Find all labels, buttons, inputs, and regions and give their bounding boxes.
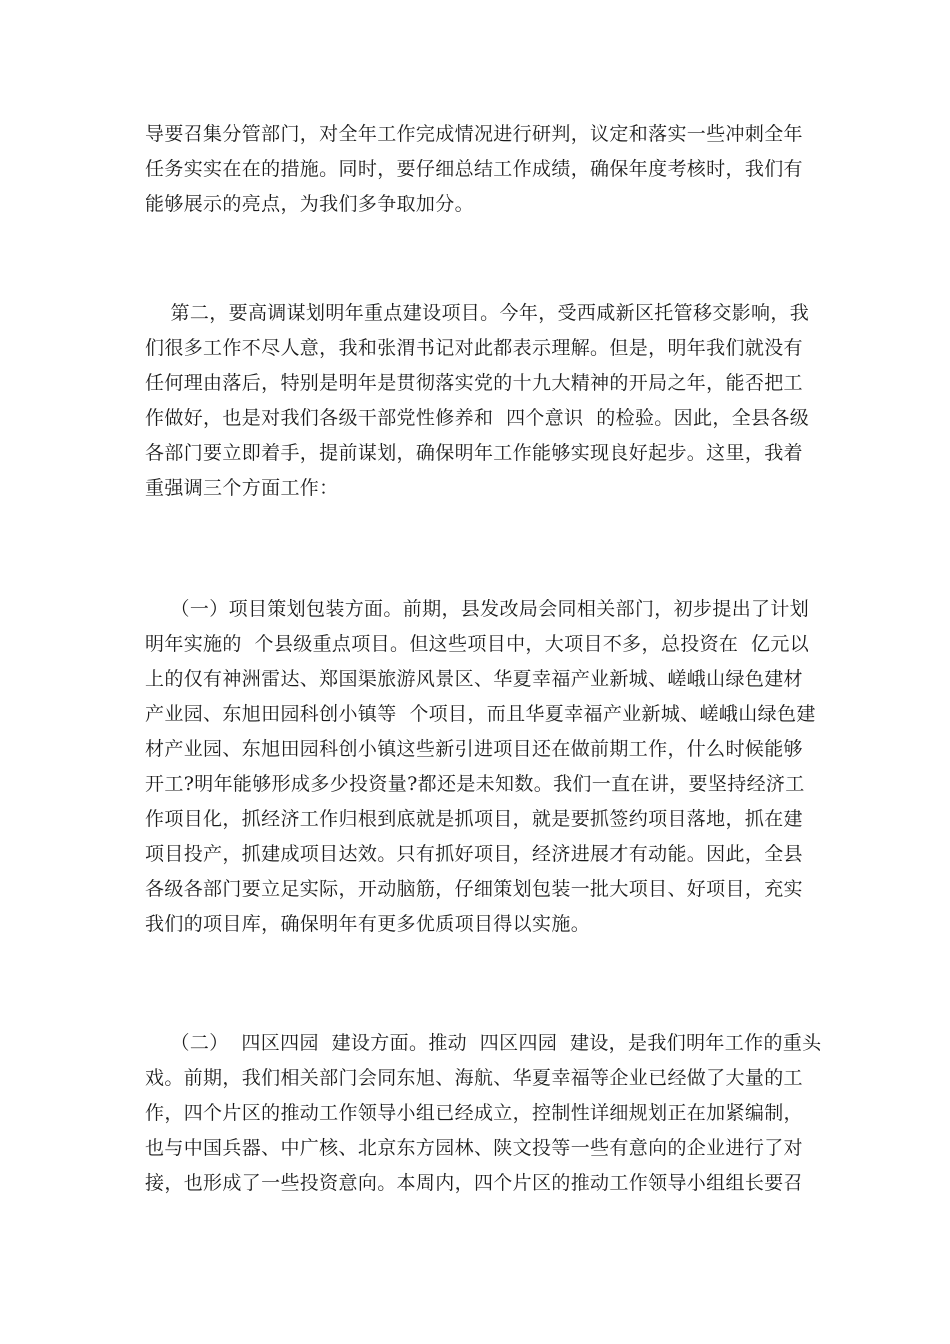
text-line: 们很多工作不尽人意，我和张渭书记对此都表示理解。但是，明年我们就没有 bbox=[145, 337, 803, 359]
paragraph-2 bbox=[145, 296, 810, 506]
text-line: 作做好，也是对我们各级干部党性修养和 四个意识 的检验。因此，全县各级 bbox=[145, 407, 810, 429]
text-line: 材产业园、东旭田园科创小镇这些新引进项目还在做前期工作，什么时候能够 bbox=[145, 738, 803, 760]
text-line: 各部门要立即着手，提前谋划，确保明年工作能够实现良好起步。这里，我着 bbox=[145, 442, 803, 464]
text-line: 任何理由落后，特别是明年是贯彻落实党的十九大精神的开局之年，能否把工 bbox=[145, 372, 803, 394]
text-line: 我们的项目库，确保明年有更多优质项目得以实施。 bbox=[145, 913, 591, 935]
text-line: 上的仅有神洲雷达、郑国渠旅游风景区、华夏幸福产业新城、嵯峨山绿色建材 bbox=[145, 668, 803, 690]
text-line: 重强调三个方面工作： bbox=[145, 477, 339, 499]
paragraph-1 bbox=[145, 117, 810, 222]
text-line: 也与中国兵器、中广核、北京东方园林、陕文投等一些有意向的企业进行了对 bbox=[145, 1137, 803, 1159]
text-line: 第二，要高调谋划明年重点建设项目。今年，受西咸新区托管移交影响，我 bbox=[145, 302, 810, 324]
text-line: 各级各部门要立足实际，开动脑筋，仔细策划包装一批大项目、好项目，充实 bbox=[145, 878, 803, 900]
paragraph-4 bbox=[145, 1026, 822, 1201]
text-line: 产业园、东旭田园科创小镇等 个项目，而且华夏幸福产业新城、嵯峨山绿色建 bbox=[145, 703, 816, 725]
text-line: 开工?明年能够形成多少投资量?都还是未知数。我们一直在讲，要坚持经济工 bbox=[145, 773, 805, 795]
text-line: 项目投产，抓建成项目达效。只有抓好项目，经济进展才有动能。因此，全县 bbox=[145, 843, 803, 865]
paragraph-3 bbox=[145, 592, 816, 942]
text-line: 戏。前期，我们相关部门会同东旭、海航、华夏幸福等企业已经做了大量的工 bbox=[145, 1067, 803, 1089]
text-line: 能够展示的亮点，为我们多争取加分。 bbox=[145, 193, 474, 215]
text-line: （一）项目策划包装方面。前期，县发改局会同相关部门，初步提出了计划 bbox=[145, 598, 810, 620]
text-line: （二） 四区四园 建设方面。推动 四区四园 建设，是我们明年工作的重头 bbox=[145, 1032, 822, 1054]
text-line: 作项目化，抓经济工作归根到底就是抓项目，就是要抓签约项目落地，抓在建 bbox=[145, 808, 803, 830]
text-line: 接，也形成了一些投资意向。本周内，四个片区的推动工作领导小组组长要召 bbox=[145, 1172, 803, 1194]
text-line: 任务实实在在的措施。同时，要仔细总结工作成绩，确保年度考核时，我们有 bbox=[145, 158, 803, 180]
text-line: 作，四个片区的推动工作领导小组已经成立，控制性详细规划正在加紧编制， bbox=[145, 1102, 803, 1124]
text-line: 明年实施的 个县级重点项目。但这些项目中，大项目不多，总投资在 亿元以 bbox=[145, 633, 810, 655]
text-line: 导要召集分管部门，对全年工作完成情况进行研判，议定和落实一些冲刺全年 bbox=[145, 123, 803, 145]
